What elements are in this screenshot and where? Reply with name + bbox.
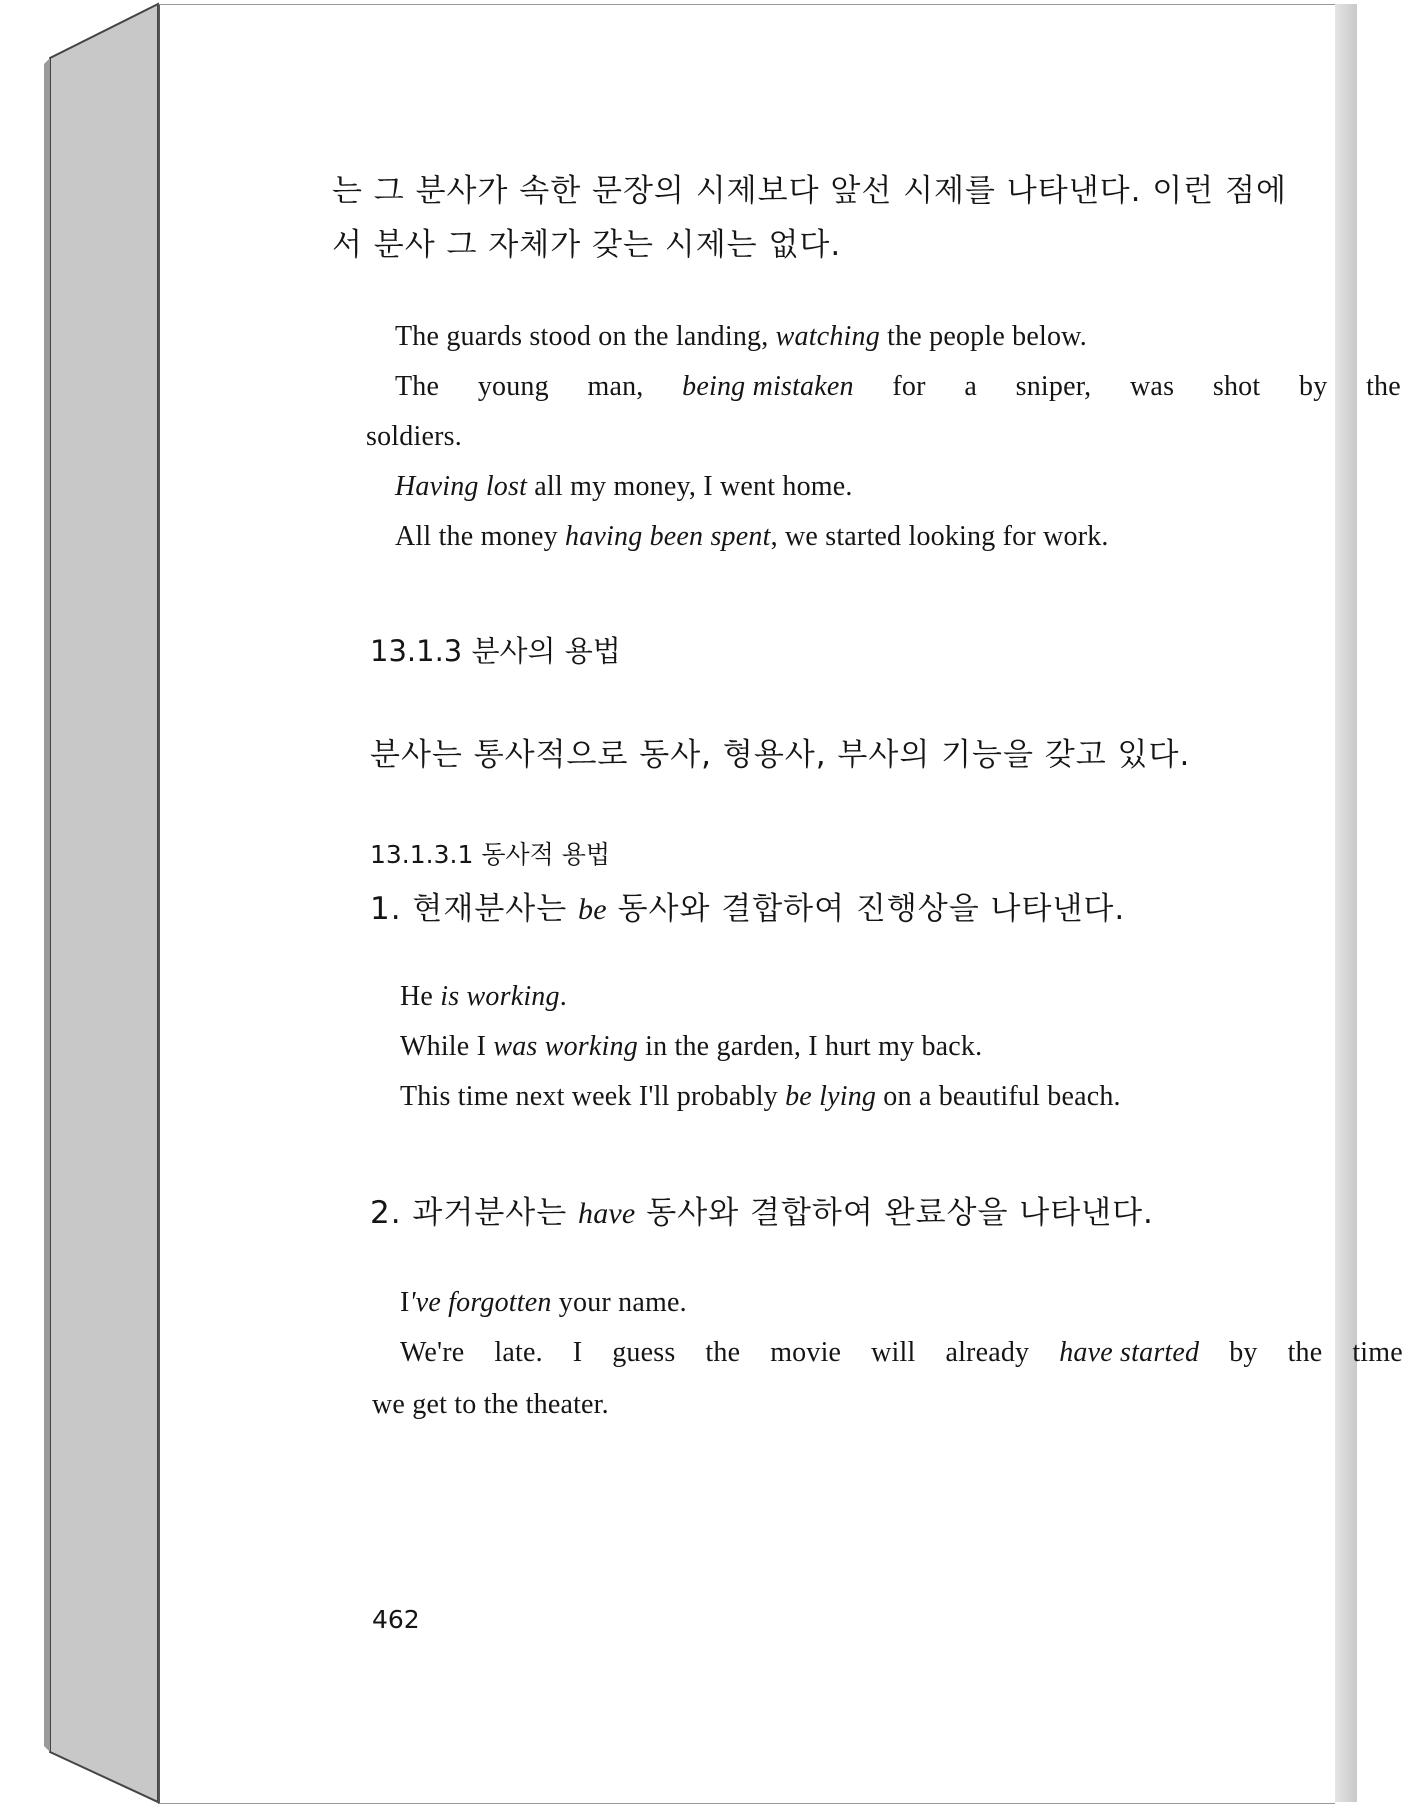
example-word: by [1229,1337,1258,1368]
example-word: late. [494,1337,543,1368]
intro-line-1: 는 그 분사가 속한 문장의 시제보다 앞선 시제를 나타낸다. 이런 점에 [332,173,1287,209]
rule-1 [370,883,1125,928]
example-sentence [395,521,1109,553]
example-text: All the money [395,521,565,552]
example-word: guess [612,1337,676,1368]
example-word: shot [1212,371,1261,402]
example-text: While I [400,1031,494,1062]
example-word: man, [587,371,644,402]
example-text: He [400,981,441,1012]
example-sentence-justified [395,371,1401,403]
subsection-heading: 13.1.3.1 동사적 용법 [370,840,611,869]
example-participle: Having lost [395,471,528,502]
example-text: in the garden, I hurt my back. [637,1031,983,1062]
example-word: the [1287,1337,1323,1368]
example-text: on a beautiful beach. [876,1081,1121,1112]
rule-keyword: be [578,893,607,926]
example-text: the people below. [879,321,1087,352]
example-text: . [559,981,567,1012]
example-participle: 've forgotten [409,1287,552,1318]
example-participle: is working [440,981,560,1012]
example-continuation: we get to the theater. [372,1389,609,1420]
example-sentence [400,1031,982,1063]
example-word: sniper, [1015,371,1092,402]
example-participle: having been spent [565,521,771,552]
example-participle: watching [775,321,880,352]
section-intro: 분사는 통사적으로 동사, 형용사, 부사의 기능을 갖고 있다. [370,737,1191,773]
example-participle: being mistaken [682,371,854,402]
rule-text: 2. 과거분사는 [370,1195,579,1231]
example-participle: was working [493,1031,638,1062]
example-word: for [892,371,926,402]
example-participle: be lying [785,1081,877,1112]
example-word: already [945,1337,1030,1368]
example-word: time [1352,1337,1403,1368]
rule-keyword: have [578,1197,636,1230]
example-continuation: soldiers. [366,421,462,452]
section-heading: 13.1.3 분사의 용법 [370,634,621,668]
rule-text: 동사와 결합하여 완료상을 나타낸다. [635,1195,1154,1231]
example-word: the [705,1337,741,1368]
example-participle: have started [1059,1337,1200,1368]
rule-text: 동사와 결합하여 진행상을 나타낸다. [606,891,1126,927]
example-text: , we started looking for work. [770,521,1109,552]
example-word: will [871,1337,916,1368]
rule-text: 1. 현재분사는 [370,891,579,927]
example-word: by [1299,371,1328,402]
example-word: the [1366,371,1401,402]
example-sentence [395,471,853,503]
example-word: I [572,1337,583,1368]
example-word: The [395,371,440,402]
rule-2 [370,1187,1154,1232]
example-text: The guards stood on the landing, [395,321,776,352]
intro-line-2: 서 분사 그 자체가 갖는 시제는 없다. [332,227,842,263]
example-text: This time next week I'll probably [400,1081,786,1112]
page-number: 462 [372,1605,420,1634]
example-word: a [964,371,977,402]
example-word: was [1130,371,1175,402]
example-word: We're [400,1337,465,1368]
example-sentence [395,321,1087,353]
example-text: I [400,1287,410,1318]
example-text: all my money, I went home. [527,471,853,502]
page [158,4,1403,1804]
example-sentence [400,981,567,1013]
example-word: young [477,371,549,402]
example-sentence [400,1081,1121,1113]
example-word: movie [770,1337,842,1368]
example-sentence [400,1287,687,1319]
example-text: your name. [551,1287,687,1318]
example-sentence-justified [400,1337,1403,1369]
